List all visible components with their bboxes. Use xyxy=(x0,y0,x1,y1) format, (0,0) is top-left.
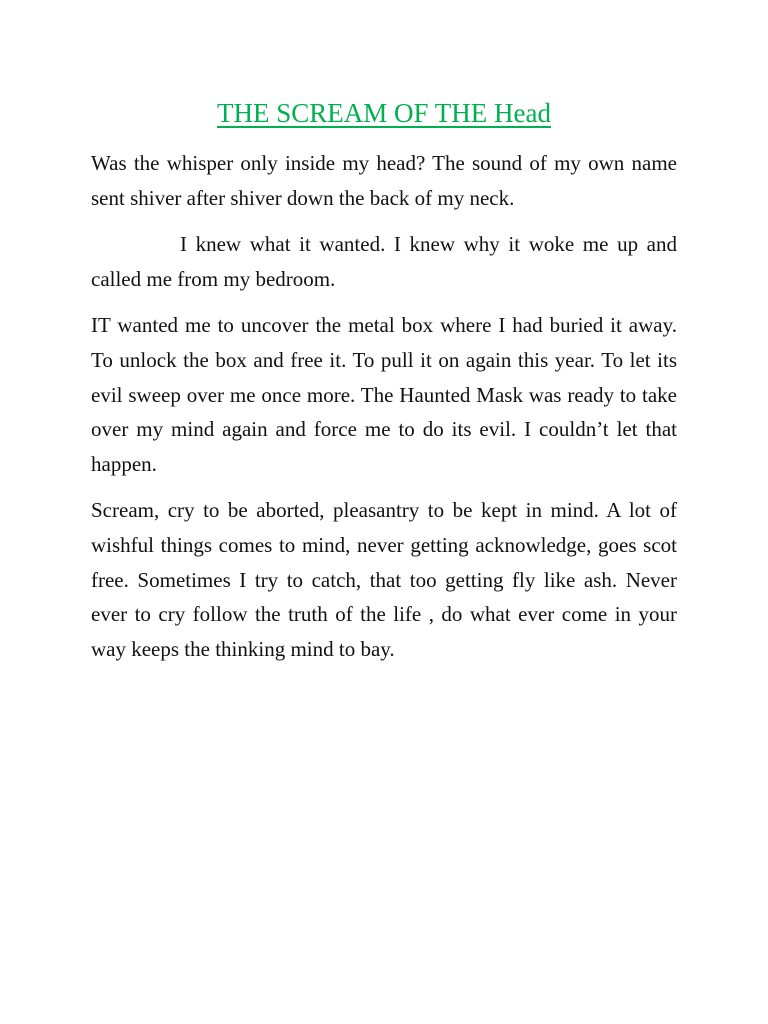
paragraph-1: Was the whisper only inside my head? The sound of my own name sent shiver after shiver down the back of my neck. xyxy=(91,151,677,210)
paragraph-2: I knew what it wanted. I knew why it woke me up and called me from my bedroom. xyxy=(91,232,677,291)
document-title: THE SCREAM OF THE Head xyxy=(217,98,551,128)
document-body xyxy=(91,146,677,678)
paragraph-3: IT wanted me to uncover the metal box where I had buried it away. To unlock the box and free it. To pull it on again this year. To let its evil sweep over me once more. The Haunted Mask was ready to take over my mind again and force me to do its evil. I couldn’t let that happen. xyxy=(91,313,677,476)
paragraph-4: Scream, cry to be aborted, pleasantry to be kept in mind. A lot of wishful things comes to mind, never getting acknowledge, goes scot free. Sometimes I try to catch, that too getting fly like ash. Never ever to cry follow the truth of the life , do what ever come in your way keeps the thinking mind to bay. xyxy=(91,498,677,661)
